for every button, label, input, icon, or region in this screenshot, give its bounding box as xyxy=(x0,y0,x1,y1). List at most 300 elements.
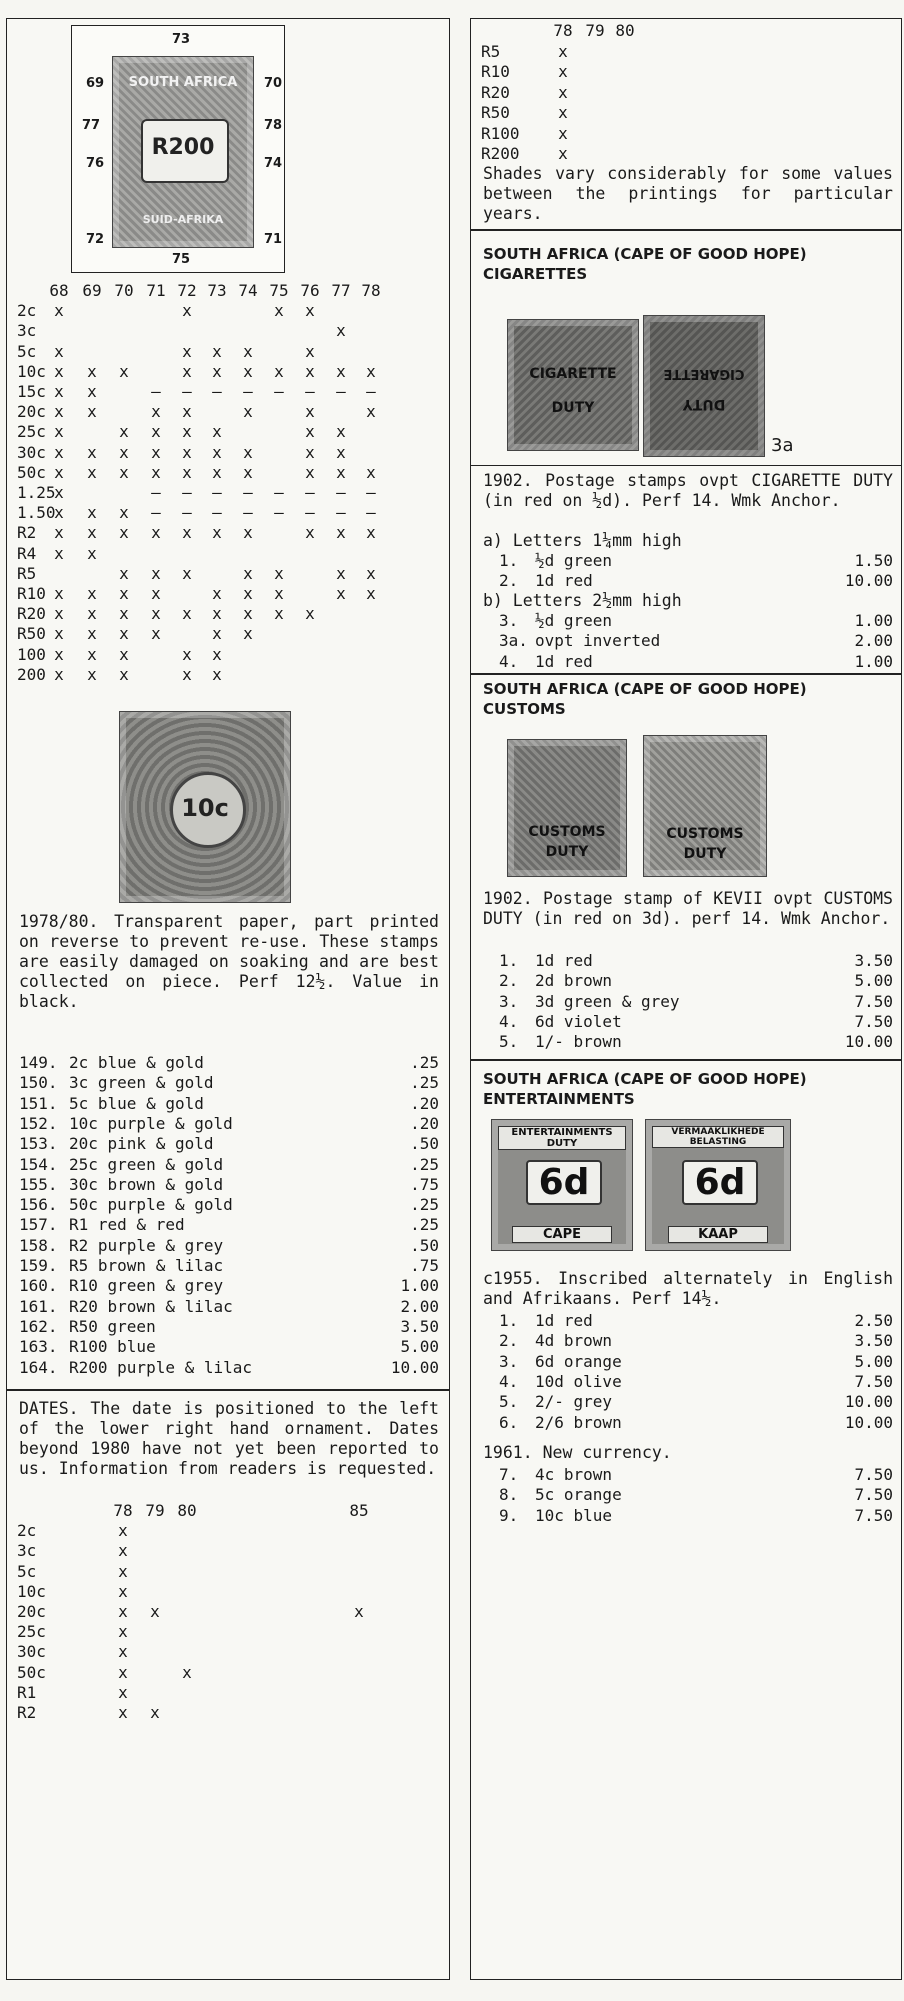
grid-cell: x xyxy=(182,644,192,664)
list-item xyxy=(483,551,893,571)
grid-cell: x xyxy=(119,462,129,482)
cigarette-ovpt-3a-1: CIGARETTE xyxy=(663,366,745,381)
item-price: 7.50 xyxy=(854,1465,893,1484)
item-price: 7.50 xyxy=(854,1011,893,1031)
grid-row xyxy=(7,402,447,422)
item-number: 153. xyxy=(19,1134,58,1154)
item-number: 159. xyxy=(19,1256,58,1275)
grid-row xyxy=(7,382,447,402)
grid-cell: x xyxy=(118,1521,128,1541)
list-item xyxy=(19,1053,439,1073)
grid-cell: x xyxy=(87,462,97,482)
grid-year-header: 71 xyxy=(146,281,166,300)
entertainments-stamp-cape-bottom: CAPE xyxy=(512,1226,612,1243)
grid-cell: x xyxy=(118,1581,128,1601)
grid-row-value: 5c xyxy=(17,1561,37,1581)
item-description: R10 green & grey xyxy=(69,1276,224,1296)
list-item xyxy=(19,1236,439,1256)
grid-cell: x xyxy=(119,442,129,462)
item-number: 158. xyxy=(19,1235,58,1255)
item-price: 7.50 xyxy=(854,1371,893,1391)
grid-cell: x xyxy=(54,301,64,321)
grid-cell: x xyxy=(243,584,253,603)
item-price: 7.50 xyxy=(854,1505,893,1525)
grid-row-value: R200 xyxy=(481,144,520,163)
item-number: 4. xyxy=(499,1371,519,1391)
label-73: 73 xyxy=(172,32,191,47)
item-price: 10.00 xyxy=(844,1032,893,1052)
grid-row-value: R2 xyxy=(17,523,37,543)
grid-cell: x xyxy=(182,402,192,422)
figure-label-3a: 3a xyxy=(771,435,794,456)
list-item xyxy=(19,1256,439,1276)
grid-row-value: 1.50 xyxy=(17,503,56,523)
grid-row-value: R50 xyxy=(481,103,510,122)
grid-cell: x xyxy=(366,462,376,482)
list-item xyxy=(483,1506,893,1526)
grid-year-header: 69 xyxy=(82,281,102,300)
list-item xyxy=(483,971,893,991)
item-price: 5.00 xyxy=(854,1351,893,1371)
item-number: 5. xyxy=(499,1392,519,1412)
grid-cell: x xyxy=(87,664,97,684)
grid-row xyxy=(7,463,447,483)
item-price: .25 xyxy=(410,1073,439,1093)
grid-cell: x xyxy=(274,563,284,583)
item-number: 163. xyxy=(19,1337,58,1357)
item-price: 10.00 xyxy=(844,1412,893,1432)
grid-row xyxy=(7,665,447,685)
grid-cell: x xyxy=(305,341,315,361)
list-item xyxy=(19,1276,439,1296)
grid-cell: x xyxy=(54,503,64,523)
grid-cell: – xyxy=(336,382,346,401)
item-description: 25c green & gold xyxy=(69,1154,224,1174)
grid-cell: – xyxy=(274,483,284,502)
grid-cell: x xyxy=(118,1602,128,1621)
item-price: 1.00 xyxy=(854,611,893,630)
item-number: 161. xyxy=(19,1296,58,1316)
item-price: 5.00 xyxy=(854,971,893,991)
grid-cell: x xyxy=(182,523,192,543)
grid-cell: x xyxy=(243,563,253,583)
list-item xyxy=(19,1358,439,1378)
grid-cell: x xyxy=(151,584,161,603)
item-price: 3.50 xyxy=(854,1331,893,1351)
grid-cell: x xyxy=(87,442,97,462)
item-price: .75 xyxy=(410,1256,439,1275)
grid-row-value: 2c xyxy=(17,301,37,321)
grid-cell: x xyxy=(336,563,346,583)
grid-cell: – xyxy=(151,503,161,523)
item-description: 20c pink & gold xyxy=(69,1134,214,1154)
customs-ovpt-2: DUTY xyxy=(545,844,589,860)
item-number: 3. xyxy=(499,1351,519,1371)
grid-cell: x xyxy=(182,341,192,361)
list-item xyxy=(19,1134,439,1154)
list-item xyxy=(483,1485,893,1505)
item-number: 160. xyxy=(19,1276,58,1296)
grid-cell: x xyxy=(118,1541,128,1561)
item-price: .20 xyxy=(410,1093,439,1113)
grid-row xyxy=(7,1582,447,1602)
grid-cell: x xyxy=(54,341,64,361)
grid-cell: x xyxy=(212,442,222,462)
list-item xyxy=(19,1155,439,1175)
grid-row xyxy=(7,1642,447,1662)
dates-grid-high-values xyxy=(471,21,901,163)
grid-cell: x xyxy=(54,442,64,462)
item-description: 50c purple & gold xyxy=(69,1195,233,1215)
item-number: 2. xyxy=(499,971,519,991)
grid-cell: x xyxy=(336,523,346,543)
grid-cell: x xyxy=(336,462,346,482)
entertainments-stamp-kaap xyxy=(645,1119,791,1251)
list-item xyxy=(483,951,893,971)
grid-row xyxy=(7,645,447,665)
grid-row-value: R4 xyxy=(17,543,37,563)
grid-cell: x xyxy=(118,1682,128,1702)
grid-row-value: 200 xyxy=(17,664,46,684)
item-number: 1. xyxy=(499,1311,519,1330)
item-number: 4. xyxy=(499,651,519,671)
grid-cell: x xyxy=(119,604,129,624)
grid-cell: x xyxy=(274,301,284,321)
grid-cell: x xyxy=(336,584,346,603)
grid-row xyxy=(7,362,447,382)
grid-cell: x xyxy=(151,624,161,644)
grid-cell: x xyxy=(243,402,253,422)
grid-row xyxy=(7,342,447,362)
list-item xyxy=(19,1114,439,1134)
grid-cell: – xyxy=(182,503,192,523)
grid-row-value: R20 xyxy=(481,82,510,102)
grid-cell: x xyxy=(54,624,64,644)
grid-cell: x xyxy=(54,584,64,603)
grid-cell: x xyxy=(54,382,64,401)
grid-cell: – xyxy=(212,503,222,523)
grid-row-value: R1 xyxy=(17,1682,37,1702)
grid-cell: x xyxy=(54,422,64,442)
grid-row-value: 20c xyxy=(17,402,46,422)
grid-row xyxy=(7,1521,447,1541)
item-description: 3d green & grey xyxy=(535,991,680,1011)
grid-row xyxy=(471,42,901,62)
label-72: 72 xyxy=(86,232,105,247)
item-price: 5.00 xyxy=(400,1337,439,1357)
grid-cell: x xyxy=(336,321,346,341)
list-item xyxy=(483,1392,893,1412)
item-description: 1d red xyxy=(535,1311,593,1330)
list-item xyxy=(19,1215,439,1235)
item-price: 3.50 xyxy=(400,1316,439,1336)
item-number: 3a. xyxy=(499,631,528,651)
grid-cell: x xyxy=(366,563,376,583)
list-item xyxy=(483,1413,893,1433)
list-item xyxy=(19,1175,439,1195)
grid-row-value: R100 xyxy=(481,123,520,143)
stamp-country-top: SOUTH AFRICA xyxy=(128,75,238,90)
list-item xyxy=(19,1094,439,1114)
item-price: .25 xyxy=(410,1154,439,1174)
item-price: 2.00 xyxy=(400,1296,439,1316)
item-price: 7.50 xyxy=(854,991,893,1011)
grid-row xyxy=(7,564,447,584)
grid-cell: x xyxy=(151,563,161,583)
item-description: 30c brown & gold xyxy=(69,1174,224,1194)
grid-cell: x xyxy=(182,664,192,684)
grid-year-header: 68 xyxy=(49,281,69,300)
item-description: ovpt inverted xyxy=(535,631,661,651)
grid-cell: x xyxy=(54,483,64,502)
entertainments-stamp-kaap-top: VERMAAKLIKHEDE BELASTING xyxy=(652,1126,784,1148)
item-number: 154. xyxy=(19,1154,58,1174)
item-description: R5 brown & lilac xyxy=(69,1256,224,1275)
grid-cell: x xyxy=(243,442,253,462)
cigarette-stamp-3a xyxy=(643,315,765,457)
grid-cell: x xyxy=(558,144,568,163)
grid-row xyxy=(7,483,447,503)
grid-cell: x xyxy=(87,503,97,523)
label-77: 77 xyxy=(82,118,101,133)
item-number: 2. xyxy=(499,1331,519,1351)
grid-cell: x xyxy=(212,604,222,624)
grid-row-value: 100 xyxy=(17,644,46,664)
grid-cell: – xyxy=(182,483,192,502)
stamp-country-bottom: SUID-AFRIKA xyxy=(142,213,224,226)
grid-cell: x xyxy=(305,402,315,422)
item-price: .25 xyxy=(410,1215,439,1235)
grid-row xyxy=(7,604,447,624)
list-item xyxy=(483,1331,893,1351)
grid-cell: x xyxy=(336,442,346,462)
divider xyxy=(7,1389,449,1391)
grid-row-value: 10c xyxy=(17,1581,46,1601)
grid-cell: – xyxy=(182,382,192,401)
grid-cell: x xyxy=(212,462,222,482)
grid-cell: x xyxy=(87,604,97,624)
label-74: 74 xyxy=(264,156,283,171)
grid-cell: x xyxy=(87,361,97,381)
grid-row xyxy=(7,523,447,543)
label-75: 75 xyxy=(172,252,191,267)
grid-cell: x xyxy=(274,361,284,381)
grid-cell: – xyxy=(243,382,253,401)
grid-row xyxy=(471,144,901,164)
item-description: 5c orange xyxy=(535,1485,622,1505)
grid-year-header: 80 xyxy=(177,1501,197,1520)
grid-row-value: 30c xyxy=(17,442,46,462)
list-item xyxy=(19,1195,439,1215)
grid-year-header: 74 xyxy=(238,281,258,300)
section-title-entertainments: SOUTH AFRICA (CAPE OF GOOD HOPE) ENTERTAINMENTS xyxy=(483,1070,807,1108)
grid-year-header: 85 xyxy=(349,1501,369,1520)
item-price: 3.50 xyxy=(854,951,893,970)
list-item xyxy=(19,1297,439,1317)
stamp-10c-image xyxy=(119,711,291,903)
item-description: R20 brown & lilac xyxy=(69,1296,233,1316)
grid-cell: x xyxy=(182,301,192,321)
grid-cell: – xyxy=(336,503,346,523)
item-number: 7. xyxy=(499,1465,519,1484)
item-description: R200 purple & lilac xyxy=(69,1357,253,1377)
label-69: 69 xyxy=(86,76,105,91)
grid-cell: – xyxy=(366,503,376,523)
cigarette-intro: 1902. Postage stamps ovpt CIGARETTE DUTY (in red on ½d). Perf 14. Wmk Anchor. xyxy=(483,471,893,510)
shades-note: Shades vary considerably for some values between the printings for particular years. xyxy=(483,164,893,223)
grid-header xyxy=(7,1501,447,1521)
grid-cell: x xyxy=(118,1642,128,1662)
item-number: 152. xyxy=(19,1113,58,1133)
grid-cell: x xyxy=(119,523,129,543)
customs-stamp-1 xyxy=(507,739,627,877)
customs-list xyxy=(483,951,893,1051)
grid-cell: x xyxy=(151,462,161,482)
grid-cell: x xyxy=(305,361,315,381)
grid-cell: x xyxy=(558,82,568,102)
grid-cell: x xyxy=(274,604,284,624)
list-item xyxy=(483,1311,893,1331)
list-item xyxy=(483,1465,893,1485)
grid-row-value: R10 xyxy=(17,584,46,603)
item-description: ½d green xyxy=(535,551,613,570)
item-number: 4. xyxy=(499,1011,519,1031)
grid-row-value: 2c xyxy=(17,1521,37,1541)
grid-row xyxy=(471,83,901,103)
grid-cell: – xyxy=(305,503,315,523)
grid-year-header: 80 xyxy=(615,21,635,40)
item-price: .75 xyxy=(410,1174,439,1194)
grid-cell: x xyxy=(119,664,129,684)
item-number: 9. xyxy=(499,1505,519,1525)
list-item xyxy=(483,1032,893,1052)
grid-year-header: 79 xyxy=(585,21,605,40)
cigarette-subhead-b: b) Letters 2½mm high xyxy=(483,591,682,610)
grid-row-value: 25c xyxy=(17,422,46,442)
grid-cell: x xyxy=(54,604,64,624)
divider xyxy=(471,229,901,231)
entertainments-intro: c1955. Inscribed alternately in English and Afrikaans. Perf 14½. xyxy=(483,1269,893,1308)
grid-year-header: 78 xyxy=(113,1501,133,1520)
label-78: 78 xyxy=(264,118,283,133)
item-price: .25 xyxy=(410,1195,439,1215)
item-description: 4d brown xyxy=(535,1331,613,1351)
list-item xyxy=(483,631,893,651)
new-currency-note: 1961. New currency. xyxy=(483,1443,672,1462)
grid-cell: x xyxy=(243,604,253,624)
grid-cell: – xyxy=(305,483,315,502)
grid-cell: x xyxy=(243,523,253,543)
diagram-stamp xyxy=(112,56,254,248)
grid-cell: x xyxy=(182,563,192,583)
grid-cell: x xyxy=(87,382,97,401)
grid-cell: x xyxy=(87,402,97,422)
grid-cell: x xyxy=(243,341,253,361)
grid-cell: x xyxy=(305,523,315,543)
grid-cell: x xyxy=(118,1662,128,1682)
grid-year-header: 73 xyxy=(207,281,227,300)
grid-row-value: R5 xyxy=(17,563,37,583)
item-description: 1d red xyxy=(535,571,593,591)
grid-cell: x xyxy=(87,523,97,543)
grid-cell: x xyxy=(212,422,222,442)
grid-cell: – xyxy=(243,483,253,502)
grid-cell: x xyxy=(558,123,568,143)
customs-stamp-2 xyxy=(643,735,767,877)
cigarette-list-b xyxy=(483,611,893,671)
grid-cell: x xyxy=(212,664,222,684)
item-description: ½d green xyxy=(535,611,613,630)
grid-cell: x xyxy=(305,422,315,442)
item-price: .50 xyxy=(410,1134,439,1154)
list-item xyxy=(483,571,893,591)
grid-cell: x xyxy=(119,624,129,644)
grid-cell: x xyxy=(54,462,64,482)
grid-year-header: 72 xyxy=(177,281,197,300)
grid-cell: x xyxy=(305,462,315,482)
item-price: 10.00 xyxy=(390,1357,439,1377)
item-number: 164. xyxy=(19,1357,58,1377)
list-item xyxy=(19,1337,439,1357)
grid-row xyxy=(7,1541,447,1561)
cigarette-ovpt-3a-2: DUTY xyxy=(682,396,726,412)
list-item xyxy=(19,1317,439,1337)
grid-cell: – xyxy=(151,483,161,502)
customs-ovpt-3: CUSTOMS xyxy=(666,826,744,842)
grid-year-header: 75 xyxy=(269,281,289,300)
grid-row-value: R2 xyxy=(17,1703,37,1722)
grid-row-value: 25c xyxy=(17,1622,46,1642)
item-description: 2/6 brown xyxy=(535,1412,622,1432)
grid-row xyxy=(7,443,447,463)
grid-cell: x xyxy=(366,361,376,381)
grid-cell: x xyxy=(354,1602,364,1621)
item-number: 157. xyxy=(19,1215,58,1235)
grid-year-header: 70 xyxy=(114,281,134,300)
grid-cell: – xyxy=(212,483,222,502)
grid-row-value: 50c xyxy=(17,1662,46,1682)
item-number: 3. xyxy=(499,611,519,630)
item-price: 1.50 xyxy=(854,551,893,570)
grid-row xyxy=(7,584,447,604)
item-number: 1. xyxy=(499,951,519,970)
grid-cell: x xyxy=(212,584,222,603)
item-number: 5. xyxy=(499,1032,519,1052)
item-description: R2 purple & grey xyxy=(69,1235,224,1255)
list-item xyxy=(19,1073,439,1093)
label-76: 76 xyxy=(86,156,105,171)
item-number: 150. xyxy=(19,1073,58,1093)
grid-cell: x xyxy=(305,604,315,624)
grid-cell: x xyxy=(558,62,568,81)
grid-cell: x xyxy=(119,422,129,442)
dates-grid-1968-1978 xyxy=(7,281,447,701)
grid-row-value: 30c xyxy=(17,1642,46,1662)
grid-cell: x xyxy=(336,422,346,442)
grid-cell: x xyxy=(54,361,64,381)
grid-cell: x xyxy=(243,361,253,381)
section-title-cigarettes: SOUTH AFRICA (CAPE OF GOOD HOPE) CIGARETTES xyxy=(483,245,807,283)
list-item xyxy=(483,1012,893,1032)
grid-row-value: 1.25 xyxy=(17,483,56,502)
entertainments-list-1961 xyxy=(483,1465,893,1525)
item-description: 2c blue & gold xyxy=(69,1053,204,1072)
divider xyxy=(471,1059,901,1061)
item-description: 1d red xyxy=(535,651,593,671)
item-number: 3. xyxy=(499,991,519,1011)
grid-cell: – xyxy=(336,483,346,502)
grid-row xyxy=(7,1602,447,1622)
